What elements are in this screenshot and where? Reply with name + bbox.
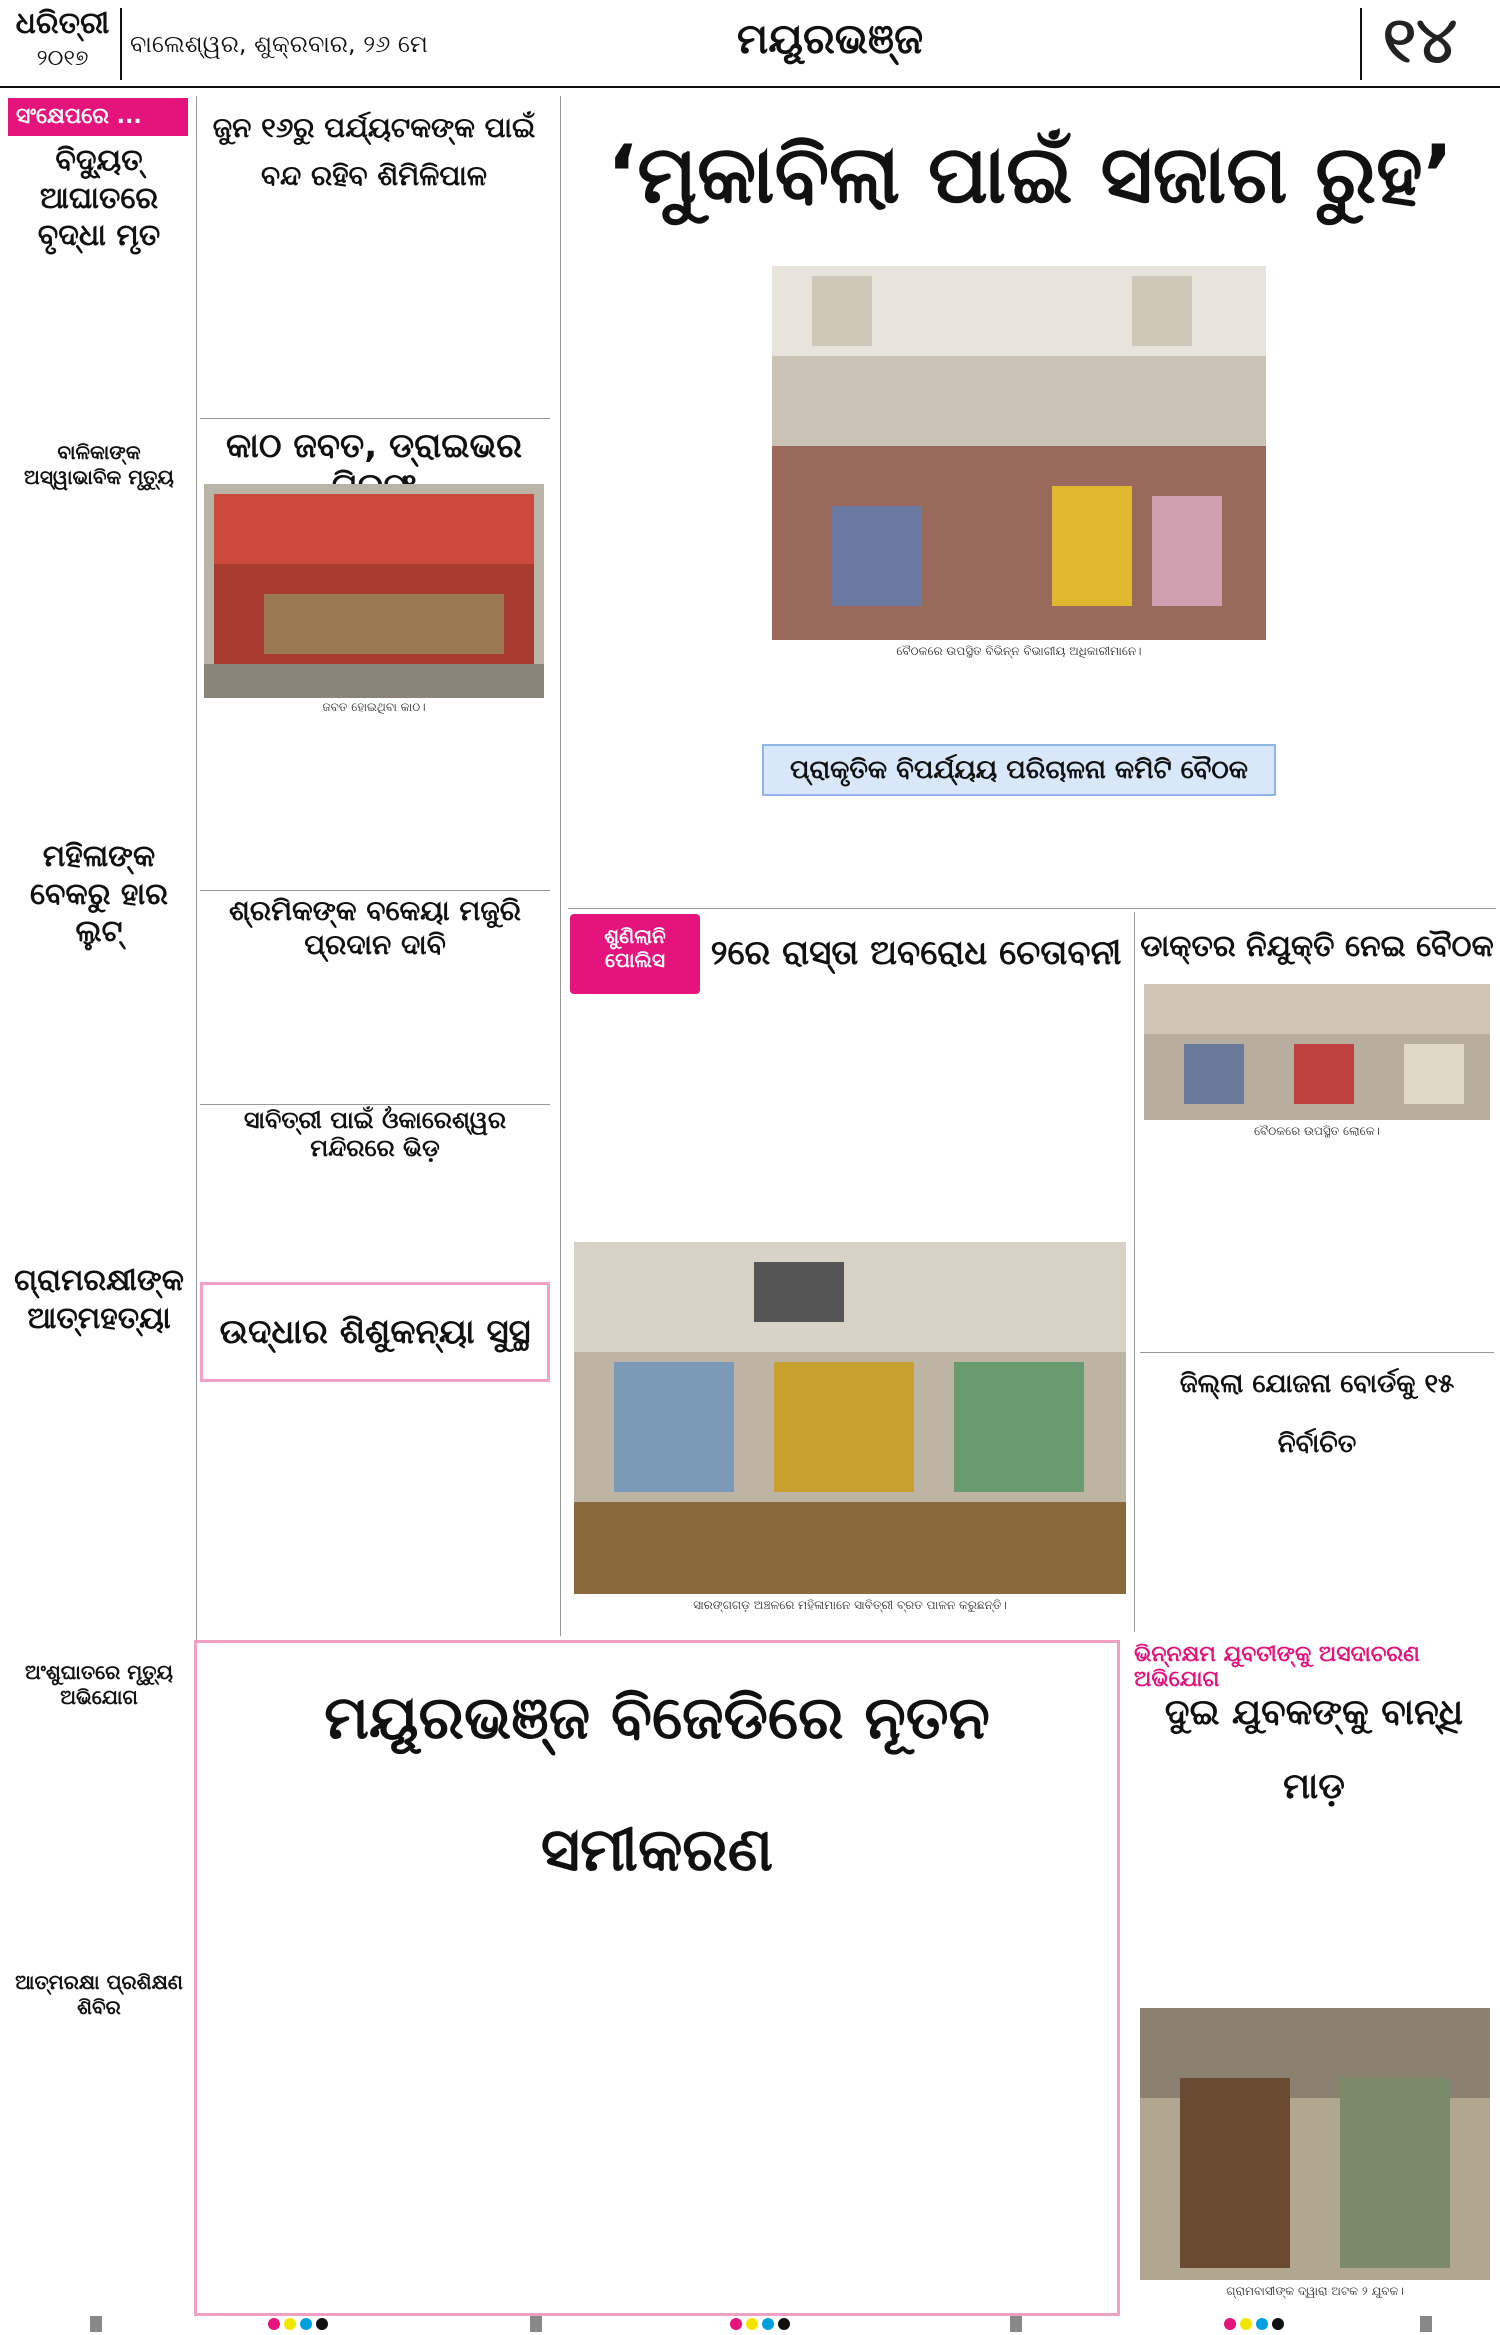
briefs-tag: ସଂକ୍ଷେପରେ ... <box>8 98 188 136</box>
lead-body-bottom <box>574 804 1492 904</box>
registration-dot-yellow <box>284 2318 296 2330</box>
brief-body-4 <box>8 1366 190 1646</box>
registration-dot-black <box>778 2318 790 2330</box>
savitri-headline: ସାବିତ୍ରୀ ପାଇଁ ଓଁକାରେଶ୍ୱର ମନ୍ଦିରରେ ଭିଡ଼ <box>243 1106 507 1162</box>
date-line: ବାଲେଶ୍ୱର, ଶୁକ୍ରବାର, ୨୬ ମେ <box>130 30 428 58</box>
workers-headline: ଶ୍ରମିକଙ୍କ ବକେୟା ମଜୁରି ପ୍ରଦାନ ଦାବି <box>229 894 521 961</box>
masthead-divider <box>120 8 122 80</box>
brief-headline-6: ଆତ୍ମରକ୍ଷା ପ୍ରଶିକ୍ଷଣ ଶିବିର <box>15 1970 183 2019</box>
brief-body-6 <box>8 2014 190 2264</box>
divider <box>200 890 550 891</box>
registration-bar <box>530 2316 542 2332</box>
lead-body-left <box>574 266 766 676</box>
brief-headline-4: ଗ୍ରାମରକ୍ଷୀଙ୍କ ଆତ୍ମହତ୍ୟା <box>14 1263 184 1336</box>
doctor-headline: ଡାକ୍ତର ନିଯୁକ୍ତି ନେଇ ବୈଠକ <box>1140 929 1494 964</box>
police-badge <box>570 914 700 994</box>
page-number: ୧୪ <box>1382 4 1458 78</box>
planning-body <box>1144 1416 1490 1626</box>
rescued-girl-headline: ଉଦ୍ଧାର ଶିଶୁକନ୍ୟା ସୁସ୍ଥ <box>219 1312 531 1352</box>
registration-bar <box>90 2316 102 2332</box>
police-badge-line1: ଶୁଣିଲାନି <box>604 924 666 948</box>
registration-dot-cyan <box>762 2318 774 2330</box>
police-headline: ୨ରେ ରାସ୍ତା ଅବରୋଧ ଚେତାବନୀ <box>710 933 1122 973</box>
youths-body <box>1138 1756 1490 2000</box>
registration-dot-magenta <box>1224 2318 1236 2330</box>
paper-name: ଧରିତ୍ରୀ <box>15 6 110 41</box>
bjd-body <box>208 1792 1100 2302</box>
timber-body <box>204 720 544 888</box>
divider <box>1140 1352 1494 1353</box>
brief-body-2 <box>8 498 190 828</box>
brief-headline-5: ଅଂଶୁଘାତରେ ମୃତ୍ୟୁ ଅଭିଯୋଗ <box>25 1660 173 1709</box>
bjd-headline: ମୟୂରଭଞ୍ଜ ବିଜେଡିରେ ନୂତନ ସମୀକରଣ <box>324 1683 990 1885</box>
registration-dot-black <box>1272 2318 1284 2330</box>
registration-dot-cyan <box>1256 2318 1268 2330</box>
divider <box>200 1104 550 1105</box>
brief-headline-1: ବିଦ୍ୟୁତ୍ ଆଘାତରେ ବୃଦ୍ଧା ମୃତ <box>37 143 161 253</box>
doctor-photo <box>1144 984 1490 1120</box>
paper-logo <box>10 4 115 82</box>
timber-caption: ଜବତ ହୋଇଥିବା କାଠ। <box>322 700 426 714</box>
brief-body-5 <box>8 1722 190 1952</box>
brief-body-1 <box>8 236 190 446</box>
registration-dot-yellow <box>746 2318 758 2330</box>
youths-caption: ଗ୍ରାମବାସୀଙ୍କ ଦ୍ୱାରା ଅଟକ ୨ ଯୁବକ। <box>1226 2284 1404 2298</box>
lead-subhead: ପ୍ରାକୃତିକ ବିପର୍ଯ୍ୟୟ ପରିଚାଳନା କମିଟି ବୈଠକ <box>762 744 1276 796</box>
lead-photo <box>772 266 1266 640</box>
registration-dot-cyan <box>300 2318 312 2330</box>
police-body <box>574 996 1126 1236</box>
timber-photo <box>204 484 544 698</box>
simlipal-headline: ଜୁନ ୧୬ରୁ ପର୍ଯ୍ୟଟକଙ୍କ ପାଇଁ ବନ୍ଦ ରହିବ ଶିମିଳିପାଳ <box>212 111 536 192</box>
registration-dot-black <box>316 2318 328 2330</box>
savitri-vrata-photo <box>574 1242 1126 1594</box>
registration-dot-magenta <box>268 2318 280 2330</box>
brief-body-3 <box>8 936 190 1236</box>
masthead-rule <box>0 86 1500 88</box>
rescued-girl-box <box>200 1282 550 1382</box>
lead-headline: ‘ମୁକାବିଲା ପାଇଁ ସଜାଗ ରୁହ’ <box>606 128 1454 221</box>
paper-year: ୨୦୧୭ <box>36 46 89 71</box>
column-rule <box>560 96 561 1636</box>
lead-body-right <box>1272 266 1492 786</box>
youths-photo <box>1140 2008 1490 2280</box>
simlipal-body <box>204 212 544 412</box>
column-rule <box>1134 912 1135 1632</box>
youths-kicker: ଭିନ୍ନକ୍ଷମ ଯୁବତୀଙ୍କୁ ଅସଦାଚରଣ ଅଭିଯୋଗ <box>1134 1642 1420 1692</box>
brief-headline-3: ମହିଳାଙ୍କ ବେକରୁ ହାର ଲୁଟ୍ <box>30 839 168 949</box>
police-badge-line2: ପୋଲିସ <box>605 948 665 972</box>
divider <box>200 418 550 419</box>
registration-dot-yellow <box>1240 2318 1252 2330</box>
lead-body-lower <box>574 680 1274 742</box>
rescued-girl-body <box>204 1386 544 1626</box>
registration-bar <box>1420 2316 1432 2332</box>
registration-dot-magenta <box>730 2318 742 2330</box>
timber-headline: କାଠ ଜବତ, ଡ୍ରାଇଭର <box>225 426 523 466</box>
divider <box>568 908 1496 909</box>
doctor-caption: ବୈଠକରେ ଉପସ୍ଥିତ ଲୋକେ। <box>1254 1124 1380 1138</box>
savitri-vrata-caption: ସାରଙ୍ଗଗଡ଼ ଅଞ୍ଚଳରେ ମହିଳାମାନେ ସାବିତ୍ରୀ ବ୍ରତ ପାଳନ କରୁଛନ୍ତି। <box>693 1598 1007 1612</box>
section-title: ମୟୂରଭଞ୍ଜ <box>736 14 924 63</box>
savitri-body <box>204 1152 544 1276</box>
brief-headline-2: ବାଳିକାଙ୍କ ଅସ୍ୱାଭାବିକ ମୃତ୍ୟୁ <box>24 440 174 489</box>
youths-headline: ଦୁଇ ଯୁବକଙ୍କୁ ବାନ୍ଧି ମାଡ଼ <box>1164 1692 1464 1807</box>
doctor-body <box>1144 1146 1490 1346</box>
planning-headline: ଜିଲ୍ଲା ଯୋଜନା ବୋର୍ଡକୁ ୧୫ ନିର୍ବାଚିତ <box>1179 1369 1455 1459</box>
registration-bar <box>1010 2316 1022 2332</box>
workers-body <box>204 948 544 1098</box>
lead-photo-caption: ବୈଠକରେ ଉପସ୍ଥିତ ବିଭିନ୍ନ ବିଭାଗୀୟ ଅଧିକାରୀମାନେ। <box>896 644 1142 658</box>
